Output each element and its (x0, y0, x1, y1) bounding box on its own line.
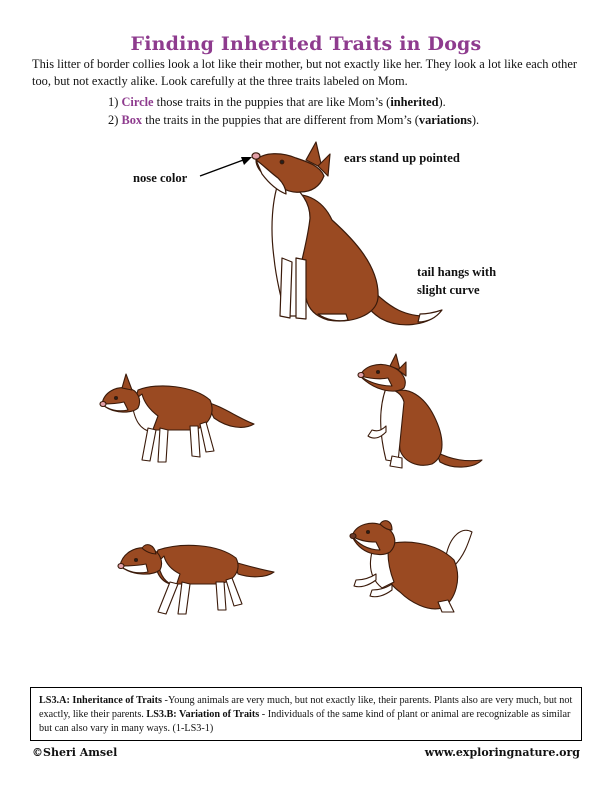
puppy-3-illustration (118, 536, 278, 616)
puppy-4-illustration (346, 516, 478, 616)
instruction-keyword: Box (121, 113, 143, 127)
standards-box (30, 687, 582, 741)
page-title: Finding Inherited Traits in Dogs (130, 33, 482, 55)
instruction-number: 2) (108, 113, 119, 127)
label-nose-color: nose color (133, 171, 188, 185)
instruction-text: the traits in the puppies that are different from Mom’s ( (142, 113, 419, 127)
standard-ls3a-title: LS3.A: Inheritance of Traits (39, 695, 162, 706)
instruction-text: those traits in the puppies that are like Mom’s ( (153, 95, 391, 109)
standard-ls3a-text: -Young animals are very much, but not exactly like, their parents. Plants also are very much, but not exactly, like their parents. (39, 695, 573, 720)
standard-ls3b-title: LS3.B: Variation of Traits (146, 709, 260, 720)
standard-ls3b-text: - Individuals of the same kind of plant or animal are recognizable as similar but can also vary in many ways. (1-LS3-1) (39, 709, 571, 734)
puppy-1-illustration (98, 366, 258, 466)
puppy-2-illustration (356, 352, 486, 472)
label-tail-line2: slight curve (417, 283, 480, 297)
intro-text: This litter of border collies look a lot like their mother, but not exactly like her. They look a lot like each other too, but not exactly alike. Look carefully at the three traits labeled on Mom. (32, 57, 577, 88)
mom-dog-illustration (230, 138, 445, 330)
instruction-end: ). (471, 113, 480, 127)
label-tail-line1: tail hangs with (417, 265, 497, 279)
website-link[interactable]: www.exploringnature.org (424, 746, 580, 759)
instruction-end: ). (438, 95, 446, 109)
instruction-bold: variations (418, 113, 472, 127)
instruction-number: 1) (108, 95, 119, 109)
instruction-bold: inherited (390, 95, 439, 109)
copyright: ©Sheri Amsel (32, 746, 118, 759)
label-ears: ears stand up pointed (344, 151, 460, 165)
instruction-keyword: Circle (121, 95, 154, 109)
